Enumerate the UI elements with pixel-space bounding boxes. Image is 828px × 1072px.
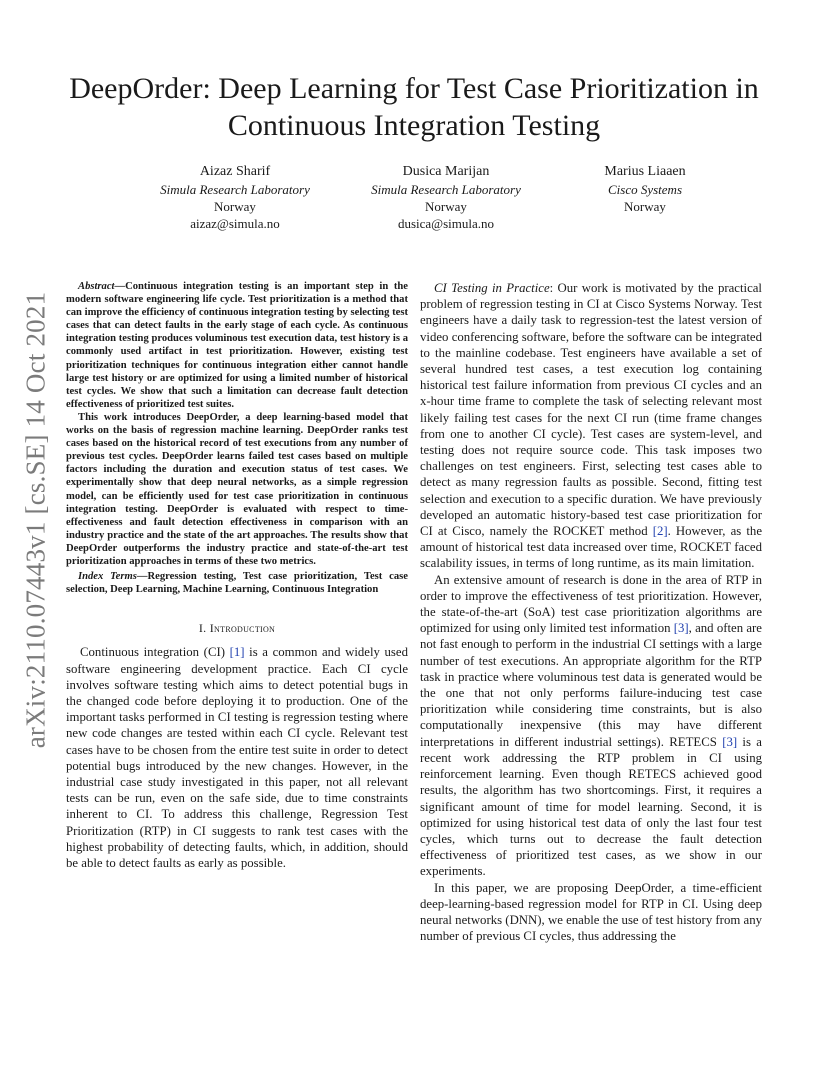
index-terms-text: —Regression testing, Test case prioritization, Test case selection, Deep Learning, Machine Learning, Continuous Integration bbox=[66, 571, 408, 596]
abstract-paragraph: This work introduces DeepOrder, a deep learning-based model that works on the basis of regression machine learning. DeepOrder ranks test cases based on the historical record of test executions from any number of previous test cycles. DeepOrder learns failed test cases based on multiple factors including the duration and execution status of test cases. We experimentally show that deep neural networks, as a simple regression model, can be efficiently used for test case prioritization in continuous integration testing. DeepOrder is evaluated with respect to time-effectiveness and fault detection effectiveness in comparison with an industry practice and the state of the art approaches. The results show that DeepOrder outperforms the industry practice and state-of-the-art test prioritization approaches in terms of these two metrics. bbox=[66, 411, 408, 567]
abstract-paragraph bbox=[66, 280, 408, 411]
author-email: aizaz@simula.no bbox=[190, 216, 280, 231]
arxiv-stamp: arXiv:2110.07443v1 [cs.SE] 14 Oct 2021 bbox=[20, 291, 51, 749]
text-run: , and often are not fast enough to perform in the industrial CI settings with a large number of test executions. An appropriate algorithm for the RTP task in practice where voluminous test data is generated would be the one that not only performs failure-inducing test case prioritization while considering time constraints, but is also computationally inexpensive (this may have different interpretations in different industrial settings). RETECS bbox=[420, 621, 762, 749]
text-run: An extensive amount of research is done in the area of RTP in order to improve the effectiveness of test prioritization. However, the state-of-the-art (SoA) test case prioritization algorithms are optimized for using only limited test information bbox=[420, 572, 762, 636]
body-paragraph: In this paper, we are proposing DeepOrder, a time-efficient deep-learning-based regression model for RTP in CI. Using deep neural networks (DNN), we enable the use of test history from any number of previous CI cycles, thus addressing the bbox=[420, 880, 762, 944]
text-run: is a common and widely used software engineering development practice. Each CI cycle involves software testing which aims to detect potential bugs in the changed code before deploying it to production. One of the important tasks performed in CI testing is regression testing where new code changes are tested within each CI cycle. Relevant test cases have to be chosen from the entire test suite in order to detect potential bugs introduced by the new changes. However, in the industrial case study investigated in this paper, not all relevant tests can be run, even on the safe side, due to time constraints inherent to CI. To address this challenge, Regression Test Prioritization (RTP) in CI suggests to rank test cases with the highest probability of detecting faults, which, in addition, should be able to detect faults as early as possible. bbox=[66, 645, 408, 871]
author-block-1 bbox=[154, 163, 316, 232]
author-name: Marius Liaaen bbox=[604, 164, 686, 179]
text-run: Continuous integration (CI) bbox=[80, 645, 230, 660]
index-terms-lead: Index Terms bbox=[78, 571, 137, 583]
author-email: dusica@simula.no bbox=[397, 216, 495, 231]
citation-link[interactable]: [1] bbox=[229, 645, 245, 660]
abstract-text: —Continuous integration testing is an important step in the modern software engineering life cycle. Test prioritization is a method that can improve the efficiency of continuous integration testing by selecting test cases that can detect faults in the early stage of each cycle. As continuous integration testing produces voluminous test execution data, test history is a commonly used artifact in test prioritization. However, existing test prioritization techniques for continuous integration either cannot handle large test history or are optimized for using a limited number of historical test cycles. We show that such a limitation can decrease fault detection effectiveness of prioritized test suites. bbox=[66, 281, 408, 410]
author-affiliation: Cisco Systems bbox=[607, 182, 683, 197]
citation-link[interactable]: [3] bbox=[722, 734, 738, 749]
left-column bbox=[66, 280, 408, 871]
section-heading: I. Introduction bbox=[198, 621, 276, 636]
author-name: Dusica Marijan bbox=[402, 164, 490, 179]
right-column bbox=[420, 280, 762, 944]
citation-link[interactable]: [3] bbox=[673, 621, 689, 636]
paper-title: DeepOrder: Deep Learning for Test Case Prioritization in Continuous Integration Testing bbox=[69, 72, 759, 142]
author-country: Norway bbox=[214, 199, 256, 214]
author-block-3 bbox=[575, 163, 715, 215]
text-run: : Our work is motivated by the practical problem of regression testing in CI at Cisco Systems Norway. Test engineers have a daily task to regression-test the latest version of video conferencing software, before the software can be integrated to the mainline codebase. Test engineers have available a set of several hundred test cases, a test execution log containing historical test failure information from previous CI cycles and an x-hour time frame to complete the task of selecting relevant most likely failing test cases for the next CI run (time frame changes from one to another CI cycle). Test cases are system-level, and testing does not require source code. This task imposes two challenges on test engineers. First, selecting test cases able to detect as many regression faults as possible. Second, fitting test selection and execution to a specific duration. We have previously developed an automatic history-based test case prioritization for CI at Cisco, namely the ROCKET method bbox=[420, 281, 762, 539]
author-country: Norway bbox=[624, 199, 666, 214]
text-run: . However, as the amount of historical test data increased over time, ROCKET faced scalability issues, in terms of long runtime, as its main limitation. bbox=[420, 524, 762, 571]
author-block-2 bbox=[356, 163, 536, 232]
paragraph-lead: CI Testing in Practice bbox=[434, 281, 550, 295]
abstract-lead: Abstract bbox=[78, 281, 115, 292]
index-terms bbox=[66, 570, 408, 596]
abstract bbox=[66, 280, 408, 568]
body-paragraph bbox=[66, 644, 408, 871]
author-name: Aizaz Sharif bbox=[199, 164, 271, 179]
body-paragraph bbox=[420, 572, 762, 880]
body-paragraph bbox=[420, 280, 762, 572]
author-country: Norway bbox=[425, 199, 467, 214]
author-affiliation: Simula Research Laboratory bbox=[371, 182, 521, 197]
text-run: is a recent work addressing the RTP problem in CI using reinforcement learning. Even though RETECS achieved good results, the algorithm has two shortcomings. First, it requires a significant amount of time for model learning. Second, it is optimized for using historical test data of only the last four test cycles, which turns out to decrease the fault detection effectiveness of prioritized test cases, as we show in our experiments. bbox=[420, 734, 762, 879]
citation-link[interactable]: [2] bbox=[652, 524, 668, 539]
author-affiliation: Simula Research Laboratory bbox=[160, 182, 310, 197]
